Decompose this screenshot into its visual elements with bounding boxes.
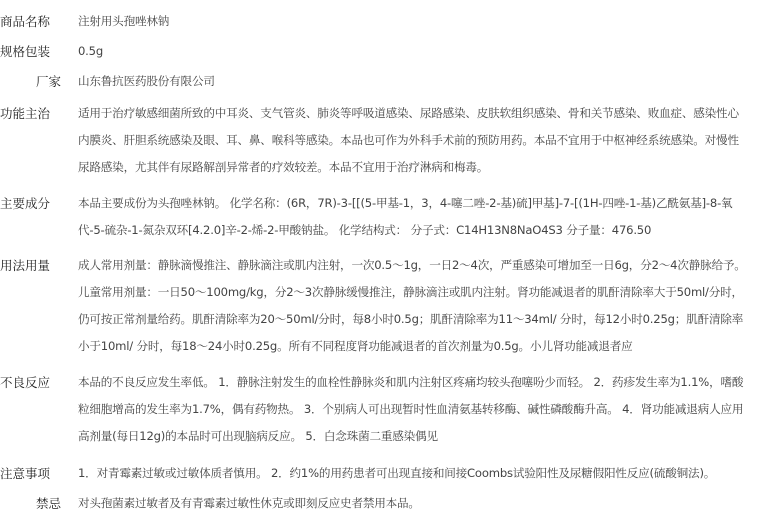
value-line: 对头孢菌素过敏者及有青霉素过敏性休克或即刻反应史者禁用本品。 xyxy=(78,496,420,510)
label-product-name: 商品名称 xyxy=(0,14,51,29)
label-indications: 功能主治 xyxy=(0,106,51,121)
value-line: 本品的不良反应发生率低。 1．静脉注射发生的血栓性静脉炎和肌内注射区疼痛均较头孢噻吩少而轻。 2．药疹发生率为1.1%，嗜酸 xyxy=(78,375,744,389)
value-line: 1．对青霉素过敏或过敏体质者慎用。 2．约1%的用药患者可出现直接和间接Coombs试验阳性及尿糖假阳性反应(硫酸铜法)。 xyxy=(78,466,716,480)
value-dosage xyxy=(78,252,778,360)
value-line: 适用于治疗敏感细菌所致的中耳炎、支气管炎、肺炎等呼吸道感染、尿路感染、皮肤软组织感染、骨和关节感染、败血症、感染性心 xyxy=(78,106,739,120)
value-line: 内膜炎、肝胆系统感染及眼、耳、鼻、喉科等感染。本品也可作为外科手术前的预防用药。本品不宜用于中枢神经系统感染。对慢性 xyxy=(78,133,739,147)
value-spec-packaging xyxy=(78,38,778,65)
value-line: 注射用头孢唑林钠 xyxy=(78,14,170,28)
value-line: 0.5g xyxy=(78,44,103,58)
value-line: 尿路感染，尤其伴有尿路解剖异常者的疗效较差。本品不宜用于治疗淋病和梅毒。 xyxy=(78,160,489,174)
label-contraindications: 禁忌 xyxy=(36,496,62,511)
value-line: 粒细胞增高的发生率为1.7%，偶有药物热。 3．个别病人可出现暂时性血清氨基转移酶、碱性磷酸酶升高。 4．肾功能减退病人应用 xyxy=(78,402,744,416)
value-line: 儿童常用剂量：一日50～100mg/kg，分2～3次静脉缓慢推注，静脉滴注或肌内注射。肾功能减退者的肌酐清除率大于50ml/分时， xyxy=(78,285,743,299)
value-line: 成人常用剂量：静脉滴慢推注、静脉滴注或肌内注射，一次0.5～1g，一日2～4次，严重感染可增加至一日6g，分2～4次静脉给予。 xyxy=(78,258,746,272)
label-dosage: 用法用量 xyxy=(0,258,51,273)
label-manufacturer: 厂家 xyxy=(36,74,62,89)
value-contraindications xyxy=(78,490,778,517)
value-ingredients xyxy=(78,190,778,244)
value-line: 小于10ml/ 分时，每18～24小时0.25g。所有不同程度肾功能减退者的首次剂量为0.5g。小儿肾功能减退者应 xyxy=(78,339,633,353)
value-line: 本品主要成份为头孢唑林钠。 化学名称：(6R，7R)-3-[[(5-甲基-1，3，4-噻二唑-2-基)硫]甲基]-7-[(1H-四唑-1-基)乙酰氨基]-8-氧 xyxy=(78,196,733,210)
value-manufacturer xyxy=(78,68,778,95)
value-product-name xyxy=(78,8,778,35)
label-spec-packaging: 规格包装 xyxy=(0,44,51,59)
value-line: 高剂量(每日12g)的本品时可出现脑病反应。 5．白念珠菌二重感染偶见 xyxy=(78,429,438,443)
label-adverse-reactions: 不良反应 xyxy=(0,375,51,390)
label-precautions: 注意事项 xyxy=(0,466,51,481)
value-line: 代-5-硫杂-1-氮杂双环[4.2.0]辛-2-烯-2-甲酸钠盐。 化学结构式： 分子式：C14H13N8NaO4S3 分子量：476.50 xyxy=(78,223,652,237)
value-indications xyxy=(78,100,778,181)
label-ingredients: 主要成分 xyxy=(0,196,51,211)
value-line: 仍可按正常剂量给药。肌酐清除率为20～50ml/分时，每8小时0.5g；肌酐清除率为11～34ml/ 分时，每12小时0.25g；肌酐清除率 xyxy=(78,312,744,326)
value-adverse-reactions xyxy=(78,369,778,450)
value-line: 山东鲁抗医药股份有限公司 xyxy=(78,74,215,88)
value-precautions xyxy=(78,460,778,487)
